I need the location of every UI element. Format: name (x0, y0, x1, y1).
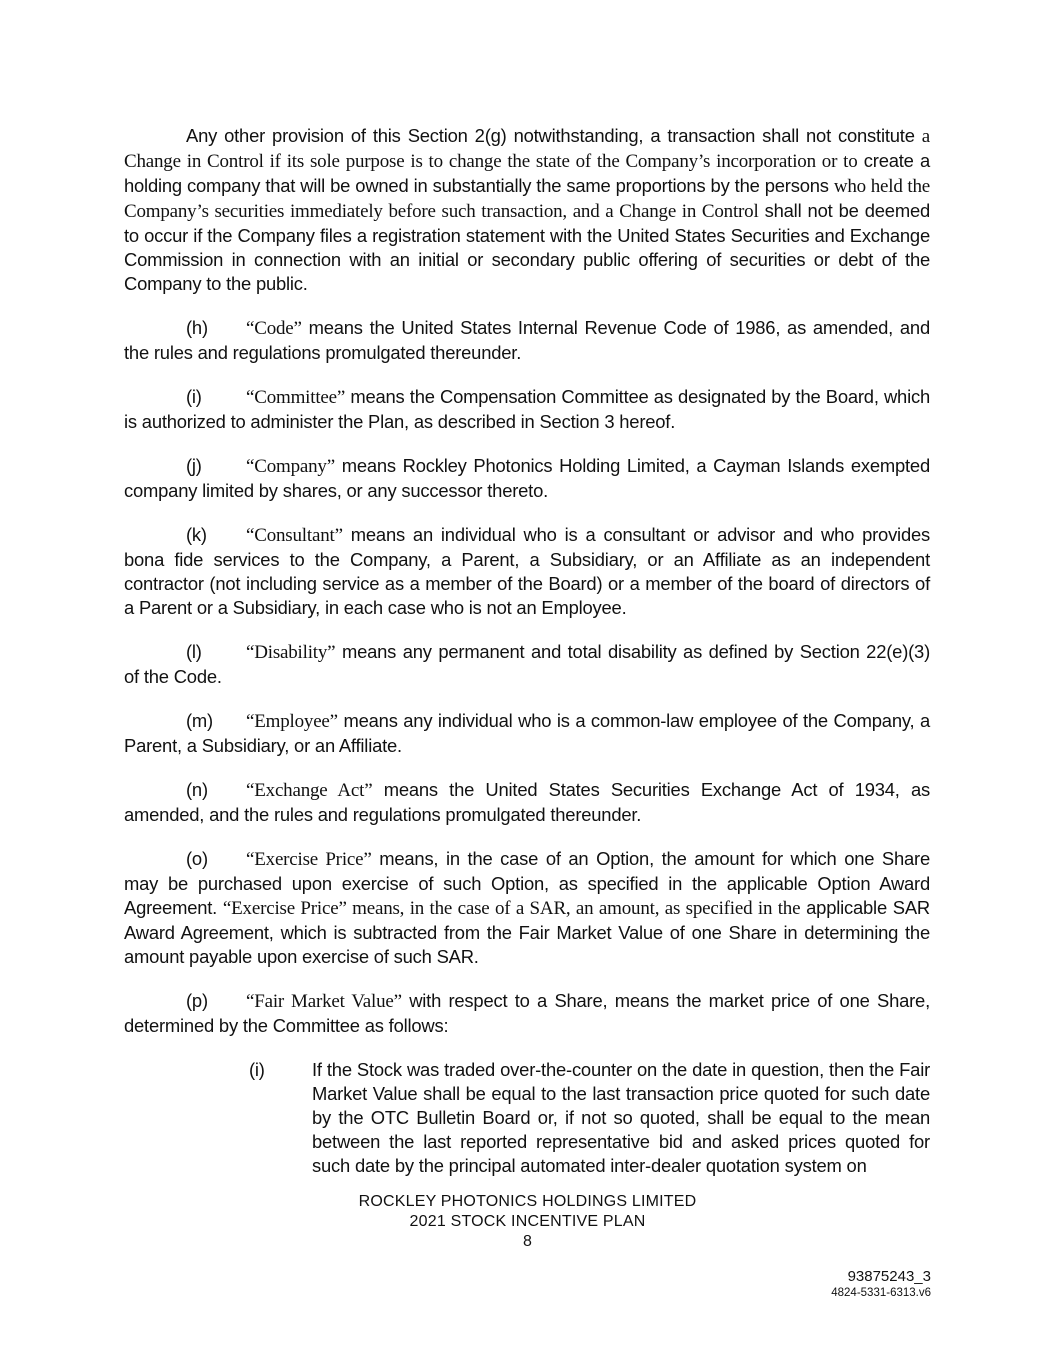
document-id-secondary: 4824-5331-6313.v6 (831, 1287, 931, 1299)
defined-term: “Code” (246, 318, 302, 339)
definition-disability (124, 640, 930, 689)
definition-marker: (m) (186, 710, 213, 731)
definition-consultant (124, 523, 930, 620)
defined-term: “Fair Market Value” (246, 991, 402, 1012)
defined-term: “Company” (246, 456, 335, 477)
defined-term: “Disability” (246, 642, 336, 663)
paragraph-text: shall not be deemed to occur if the Company files a registration statement with the United States Securities and Exchange Commission in connection with an initial or secondary public offering of securities or debt of the Company to the public. (124, 200, 930, 294)
definition-marker: (h) (186, 317, 208, 338)
definition-marker: (n) (186, 779, 208, 800)
paragraph-text-serif: a Change in Control if its sole purpose is to change the state of the Company’s incorporation or to (124, 126, 930, 172)
subclause-otc (249, 1058, 930, 1178)
definition-text: means, in the case of an Option, the amount for which one Share may be purchased upon exercise of such Option, as specified in the applicable Option Award Agreement. (124, 848, 930, 918)
definition-fair-market-value (124, 989, 930, 1038)
defined-term: “Committee” (246, 387, 346, 408)
definition-marker: (o) (186, 848, 208, 869)
definition-text: means any permanent and total disability as defined by Section 22(e)(3) of the Code. (124, 641, 930, 687)
definition-marker: (j) (186, 455, 202, 476)
change-in-control-paragraph (124, 124, 930, 296)
page-footer (0, 1192, 1055, 1252)
document-id-block (831, 1268, 931, 1300)
page-number: 8 (522, 1233, 533, 1250)
paragraph-text-serif: who held the Company’s securities immediately before such transaction, and a Change in Control (124, 176, 930, 222)
defined-term: “Exercise Price” (246, 849, 372, 870)
definition-marker: (p) (186, 990, 208, 1011)
definition-exchange-act (124, 778, 930, 827)
defined-term: “Employee” (246, 711, 338, 732)
footer-company-name: ROCKLEY PHOTONICS HOLDINGS LIMITED (358, 1193, 697, 1210)
definition-text: means any individual who is a common-law employee of the Company, a Parent, a Subsidiary, or an Affiliate. (124, 710, 930, 756)
definition-exercise-price (124, 847, 930, 969)
definition-code (124, 316, 930, 365)
document-body (124, 124, 930, 1178)
subclause-text: If the Stock was traded over-the-counter on the date in question, then the Fair Market Value shall be equal to the last transaction price quoted for such date by the OTC Bulletin Board or, if not so quoted, shall be equal to the mean between the last reported representative bid and asked prices quoted for such date by the principal automated inter-dealer quotation system on (312, 1059, 930, 1176)
paragraph-text: create a holding company that will be owned in substantially the same proportions by the persons (124, 150, 930, 196)
defined-term: “Exchange Act” (246, 780, 373, 801)
paragraph-text: Any other provision of this Section 2(g) notwithstanding, a transaction shall not constitute (186, 125, 922, 146)
footer-plan-title: 2021 STOCK INCENTIVE PLAN (409, 1213, 646, 1230)
definition-marker: (l) (186, 641, 202, 662)
definition-text-serif: “Exercise Price” means, in the case of a SAR, an amount, as specified in the (222, 898, 801, 919)
definition-marker: (i) (186, 386, 202, 407)
definition-text: means Rockley Photonics Holding Limited, a Cayman Islands exempted company limited by shares, or any successor thereto. (124, 455, 930, 501)
definition-marker: (k) (186, 524, 207, 545)
definition-text: applicable SAR Award Agreement, which is subtracted from the Fair Market Value of one Share in determining the amount payable upon exercise of such SAR. (124, 897, 931, 967)
definition-committee (124, 385, 930, 434)
definition-text: means the United States Securities Exchange Act of 1934, as amended, and the rules and regulations promulgated thereunder. (124, 779, 931, 825)
definition-text: means the United States Internal Revenue Code of 1986, as amended, and the rules and regulations promulgated thereunder. (124, 317, 930, 363)
definition-text: means an individual who is a consultant or advisor and who provides bona fide services to the Company, a Parent, a Subsidiary, or an Affiliate as an independent contractor (not including service as a member of the Board) or a member of the board of directors of a Parent or a Subsidiary, in each case who is not an Employee. (124, 524, 930, 618)
definition-employee (124, 709, 930, 758)
document-id-primary: 93875243_3 (847, 1268, 931, 1285)
subclause-marker: (i) (249, 1059, 265, 1080)
definition-company (124, 454, 930, 503)
definition-text: with respect to a Share, means the market price of one Share, determined by the Committee as follows: (124, 990, 930, 1036)
definition-text: means the Compensation Committee as designated by the Board, which is authorized to administer the Plan, as described in Section 3 hereof. (124, 386, 930, 432)
defined-term: “Consultant” (246, 525, 343, 546)
